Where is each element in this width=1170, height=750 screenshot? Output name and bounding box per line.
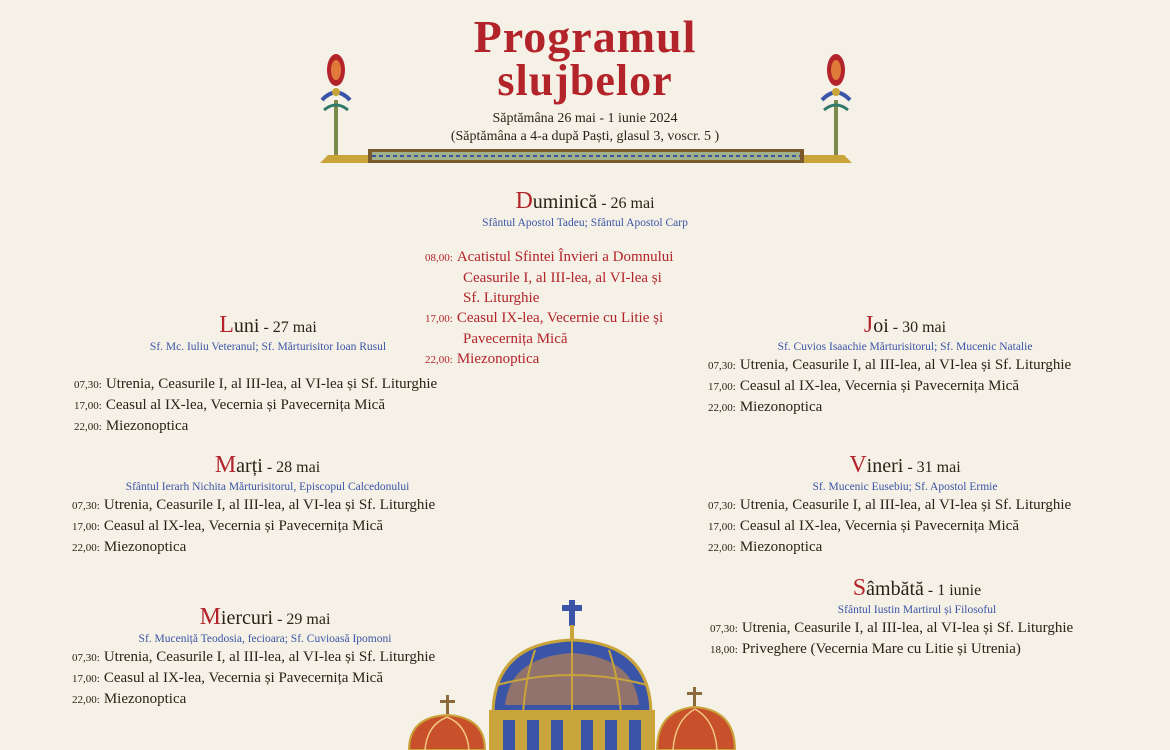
service-line: 22,00: Miezonoptica (708, 539, 823, 555)
day-saints: Sfântul Apostol Tadeu; Sfântul Apostol Carp (482, 217, 688, 229)
day-tuesday: Marți - 28 mai Sfântul Ierarh Nichita Mărturisitorul, Episcopul Calcedonului (95, 452, 440, 493)
day-sunday (435, 188, 735, 229)
service-line: 22,00: Miezonoptica (72, 691, 187, 707)
service-line: 17,00: Ceasul al IX-lea, Vecernia și Pavecernița Mică (72, 670, 383, 686)
service-line: 07,30: Utrenia, Ceasurile I, al III-lea, al VI-lea și Sf. Liturghie (708, 357, 1072, 373)
service-line: 17,00: Ceasul al IX-lea, Vecernia și Pavecernița Mică (74, 397, 385, 413)
day-title: Duminică - 26 mai (515, 188, 655, 214)
day-monday: Luni - 27 mai Sf. Mc. Iuliu Veteranul; Sf. Mărturisitor Ioan Rusul (118, 312, 418, 353)
thursday-services (708, 355, 1071, 418)
service-line: 07,30: Utrenia, Ceasurile I, al III-lea, al VI-lea și Sf. Liturghie (74, 376, 438, 392)
day-friday: Vineri - 31 mai Sf. Mucenic Eusebiu; Sf. Apostol Ermie (755, 452, 1055, 493)
day-saints: Sf. Muceniță Teodosia, fecioara; Sf. Cuvioasă Ipomoni (138, 633, 392, 645)
day-wednesday: Miercuri - 29 mai Sf. Muceniță Teodosia, fecioara; Sf. Cuvioasă Ipomoni (115, 604, 415, 645)
service-line: 18,00: Priveghere (Vecernia Mare cu Litie și Utrenia) (710, 641, 1021, 657)
service-line: 07,30: Utrenia, Ceasurile I, al III-lea, al VI-lea și Sf. Liturghie (72, 497, 436, 513)
day-saints: Sfântul Ierarh Nichita Mărturisitorul, Episcopul Calcedonului (125, 481, 410, 493)
service-line: 17,00: Ceasul IX-lea, Vecernie cu Litie și (425, 310, 664, 326)
service-line: 07,30: Utrenia, Ceasurile I, al III-lea, al VI-lea și Sf. Liturghie (710, 620, 1074, 636)
tuesday-services (72, 495, 435, 558)
service-line: 17,00: Ceasul al IX-lea, Vecernia și Pavecernița Mică (708, 378, 1019, 394)
service-line: 22,00: Miezonoptica (425, 351, 540, 367)
page-title-line1: Programul (473, 11, 697, 62)
service-line: 07,30: Utrenia, Ceasurile I, al III-lea, al VI-lea și Sf. Liturghie (708, 497, 1072, 513)
wednesday-services (72, 647, 435, 710)
day-saints: Sfântul Iustin Martirul și Filosoful (837, 604, 997, 616)
day-saints: Sf. Cuvios Isaachie Mărturisitorul; Sf. Mucenic Natalie (777, 341, 1033, 353)
service-line: Ceasurile I, al III-lea, al VI-lea și (463, 270, 662, 286)
service-line: 07,30: Utrenia, Ceasurile I, al III-lea, al VI-lea și Sf. Liturghie (72, 649, 436, 665)
service-line: 22,00: Miezonoptica (74, 418, 189, 434)
service-line: 17,00: Ceasul al IX-lea, Vecernia și Pavecernița Mică (72, 518, 383, 534)
service-line: Pavecernița Mică (463, 331, 568, 347)
sunday-services (425, 247, 673, 370)
service-line: 17,00: Ceasul al IX-lea, Vecernia și Pavecernița Mică (708, 518, 1019, 534)
church-domes-icon (405, 595, 765, 750)
service-line: 08,00: Acatistul Sfintei Învieri a Domnului (425, 249, 674, 265)
ornament-banner-icon (318, 45, 854, 170)
day-thursday: Joi - 30 mai Sf. Cuvios Isaachie Mărturisitorul; Sf. Mucenic Natalie (755, 312, 1055, 353)
week-note: (Săptămâna a 4-a după Paști, glasul 3, voscr. 5 ) (450, 129, 720, 144)
friday-services (708, 495, 1071, 558)
day-saturday: Sâmbătă - 1 iunie Sfântul Iustin Martirul și Filosoful (767, 575, 1067, 616)
week-range: Săptămâna 26 mai - 1 iunie 2024 (492, 111, 678, 126)
service-line: 22,00: Miezonoptica (708, 399, 823, 415)
page-title-line2: slujbelor (497, 56, 673, 105)
day-saints: Sf. Mucenic Eusebiu; Sf. Apostol Ermie (812, 481, 998, 493)
day-saints: Sf. Mc. Iuliu Veteranul; Sf. Mărturisitor Ioan Rusul (149, 341, 387, 353)
monday-services (74, 374, 437, 437)
service-line: Sf. Liturghie (463, 290, 540, 306)
service-line: 22,00: Miezonoptica (72, 539, 187, 555)
